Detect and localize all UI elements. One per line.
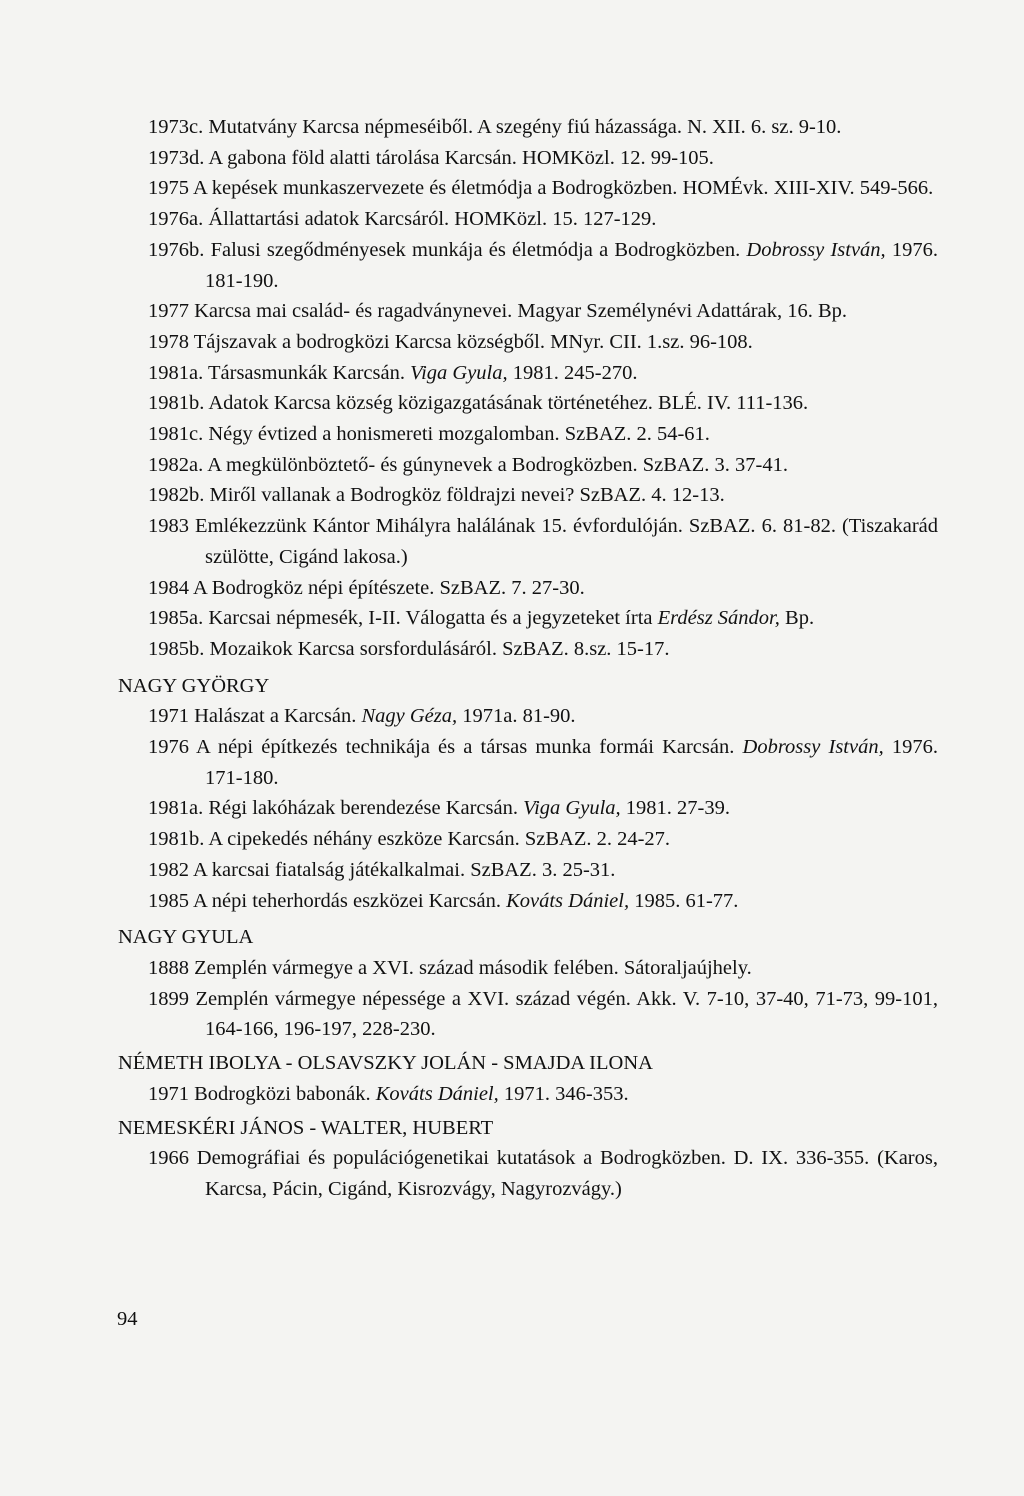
bibliography-entry	[118, 296, 938, 327]
entry-year: 1985b.	[148, 637, 205, 660]
bibliography-entry	[118, 480, 938, 511]
author-heading: NAGY GYULA	[118, 926, 254, 949]
bibliography-entry	[118, 855, 938, 886]
bibliography-entry	[118, 143, 938, 174]
entry-title: A gabona föld alatti tárolása Karcsán. HOMKözl. 12. 99-105.	[208, 146, 714, 169]
entry-source: 1976. 171-180.	[205, 736, 938, 789]
entry-year: 1971	[148, 1082, 189, 1105]
bibliography-entry	[118, 824, 938, 855]
bibliography-entry	[118, 327, 938, 358]
entry-title: Régi lakóházak berendezése Karcsán.	[208, 797, 518, 820]
entry-title: A népi teherhordás eszközei Karcsán.	[193, 889, 501, 912]
entry-source: 1976. 181-190.	[205, 238, 938, 292]
entry-source: 1971. 346-353.	[503, 1082, 629, 1105]
entry-title: A Bodrogköz népi építészete. SzBAZ. 7. 27-30.	[193, 576, 585, 599]
entry-year: 1982b.	[148, 484, 205, 507]
author-heading: NAGY GYÖRGY	[118, 674, 270, 697]
entry-title: A népi építkezés technikája és a társas munka formái Karcsán.	[196, 736, 735, 759]
entry-title: Tájszavak a bodrogközi Karcsa községből. MNyr. CII. 1.sz. 96-108.	[193, 330, 753, 353]
entry-year: 1966	[148, 1147, 189, 1170]
bibliography-entry	[118, 173, 938, 204]
entry-title: Társasmunkák Karcsán.	[208, 361, 405, 384]
entry-source: Bp.	[785, 607, 815, 630]
bibliography-entry	[118, 984, 938, 1045]
bibliography-entry	[118, 419, 938, 450]
entry-title: Mozaikok Karcsa sorsfordulásáról. SzBAZ. 8.sz. 15-17.	[209, 637, 670, 660]
entry-year: 1985a.	[148, 607, 204, 630]
entry-source: 1971a. 81-90.	[462, 705, 576, 728]
entry-title: A cipekedés néhány eszköze Karcsán. SzBAZ. 2. 24-27.	[208, 828, 671, 851]
bibliography-entry	[118, 1079, 938, 1110]
entry-year: 1975	[148, 177, 189, 200]
entry-year: 1981a.	[148, 797, 204, 820]
bibliography-entry	[118, 112, 938, 143]
entry-title: Mutatvány Karcsa népmeséiből. A szegény fiú házassága. N. XII. 6. sz. 9-10.	[208, 116, 842, 138]
entry-editor: Viga Gyula,	[410, 361, 508, 384]
entry-source: 1981. 27-39.	[625, 797, 730, 820]
entry-title: Karcsai népmesék, I-II. Válogatta és a jegyzeteket írta	[208, 607, 653, 630]
entry-title: Falusi szegődményesek munkája és életmódja a Bodrogközben.	[210, 238, 741, 261]
entry-year: 1976	[148, 736, 189, 759]
author-heading: NEMESKÉRI JÁNOS - WALTER, HUBERT	[118, 1116, 494, 1139]
entry-title: Adatok Karcsa község közigazgatásának történetéhez. BLÉ. IV. 111-136.	[208, 392, 809, 415]
entry-year: 1982a.	[148, 453, 204, 476]
entry-year: 1973c.	[148, 116, 204, 138]
entry-year: 1984	[148, 576, 189, 599]
bibliography-entry	[118, 573, 938, 604]
entry-year: 1977	[148, 300, 189, 323]
entry-title: Állattartási adatok Karcsáról. HOMKözl. 15. 127-129.	[208, 208, 657, 231]
entry-editor: Viga Gyula,	[523, 797, 621, 820]
page-number: 94	[117, 1308, 138, 1330]
entry-source: 1985. 61-77.	[634, 889, 739, 912]
entry-title: A kepések munkaszervezete és életmódja a Bodrogközben. HOMÉvk. XIII-XIV. 549-566.	[193, 177, 934, 200]
bibliography-entry	[118, 953, 938, 984]
entry-title: Demográfiai és populációgenetikai kutatások a Bodrogközben. D. IX. 336-355. (Karos, Karcsa, Pácin, Cigánd, Kisrozvágy, Nagyrozvágy.)	[196, 1147, 938, 1200]
bibliography-entry	[118, 235, 938, 296]
entry-editor: Nagy Géza,	[361, 705, 458, 728]
entry-title: A megkülönböztető- és gúnynevek a Bodrogközben. SzBAZ. 3. 37-41.	[207, 453, 788, 476]
bibliography-entry	[118, 793, 938, 824]
bibliography-entry	[118, 450, 938, 481]
entry-year: 1981a.	[148, 361, 204, 384]
entry-editor: Kováts Dániel,	[375, 1082, 499, 1105]
entry-title: A karcsai fiatalság játékalkalmai. SzBAZ. 3. 25-31.	[193, 858, 616, 881]
entry-year: 1982	[148, 858, 189, 881]
bibliography-entry	[118, 204, 938, 235]
entry-source: 1981. 245-270.	[512, 361, 638, 384]
entry-year: 1983	[148, 515, 189, 538]
entry-editor: Dobrossy István,	[746, 238, 886, 261]
entry-year: 1978	[148, 330, 189, 353]
bibliography-entry	[118, 732, 938, 793]
bibliography-entry	[118, 701, 938, 732]
entry-year: 1971	[148, 705, 189, 728]
entry-title: Miről vallanak a Bodrogköz földrajzi nevei? SzBAZ. 4. 12-13.	[209, 484, 725, 507]
entry-editor: Dobrossy István,	[742, 736, 884, 759]
entry-year: 1981c.	[148, 423, 204, 446]
entry-year: 1976a.	[148, 208, 204, 231]
entry-year: 1899	[148, 987, 189, 1010]
bibliography-entry	[118, 886, 938, 917]
entry-year: 1985	[148, 889, 189, 912]
entry-title: Négy évtized a honismereti mozgalomban. SzBAZ. 2. 54-61.	[208, 423, 710, 446]
entry-title: Emlékezzünk Kántor Mihályra halálának 15. évfordulóján. SzBAZ. 6. 81-82. (Tiszakarád szülötte, Cigánd lakosa.)	[195, 515, 939, 568]
bibliography-entry	[118, 388, 938, 419]
entry-year: 1981b.	[148, 392, 205, 415]
entry-title: Karcsa mai család- és ragadványnevei. Magyar Személynévi Adattárak, 16. Bp.	[194, 300, 848, 323]
entry-title: Zemplén vármegye a XVI. század második felében. Sátoraljaújhely.	[194, 956, 752, 979]
entry-title: Bodrogközi babonák.	[194, 1082, 371, 1105]
bibliography-entry	[118, 511, 938, 572]
entry-title: Halászat a Karcsán.	[194, 705, 357, 728]
entry-year: 1888	[148, 956, 189, 979]
entry-editor: Kováts Dániel,	[506, 889, 630, 912]
bibliography-entry	[118, 603, 938, 634]
entry-year: 1973d.	[148, 146, 205, 169]
bibliography-entry	[118, 358, 938, 389]
bibliography-list	[118, 112, 938, 1205]
author-heading: NÉMETH IBOLYA - OLSAVSZKY JOLÁN - SMAJDA ILONA	[118, 1052, 653, 1075]
bibliography-entry	[118, 634, 938, 665]
bibliography-entry	[118, 1143, 938, 1204]
entry-year: 1976b.	[148, 238, 205, 261]
entry-title: Zemplén vármegye népessége a XVI. század végén. Akk. V. 7-10, 37-40, 71-73, 99-101, 164-166, 196-197, 228-230.	[195, 987, 938, 1041]
entry-year: 1981b.	[148, 828, 205, 851]
entry-editor: Erdész Sándor,	[657, 607, 780, 630]
